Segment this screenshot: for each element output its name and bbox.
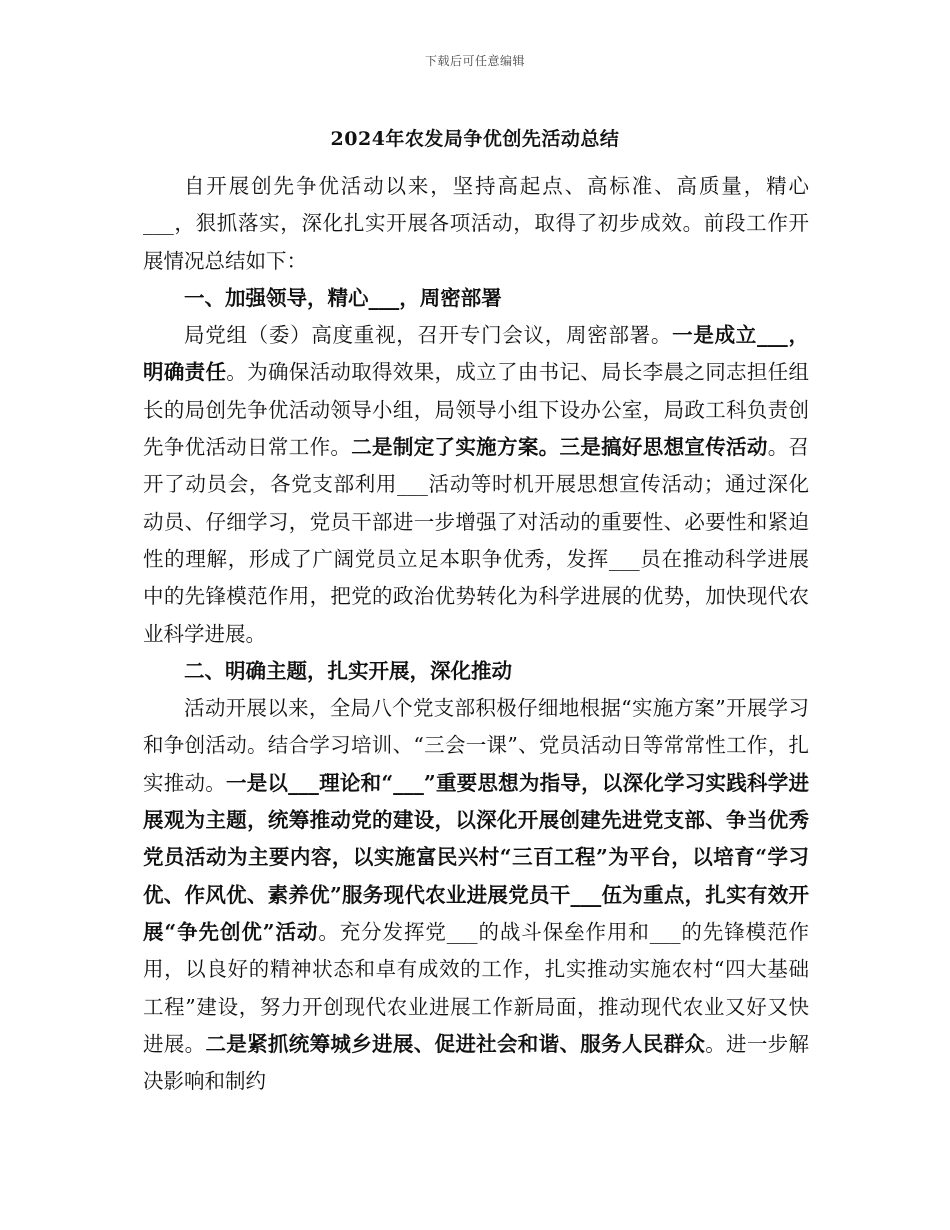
section1-text-2: 。为确保活动取得效果，成立了由书记、局长李晨之同志担任组长的局创先争优活动领导小组，局领导小组下设办公室，局政工科负责创先争优活动日常工作。	[143, 360, 810, 460]
page-header-note: 下载后可任意编辑	[424, 54, 525, 68]
section1-text-3: 。召开了动员会，各党支部利用___活动等时机开展思想宣传活动；通过深化动员、仔细学习，党员干部进一步增强了对活动的重要性、必要性和紧迫性的理解，形成了广阔党员立足本职争优秀，发挥___员在推动科学进展中的先锋模范作用，把党的政治优势转化为科学进展的优势，加快现代农业科学进展。	[143, 435, 810, 646]
section2-text-2: 。充分发挥党___的战斗保垒作用和___的先锋模范作用，以良好的精神状态和卓有成效的工作，扎实推动实施农村“四大基础工程”建设，努力开创现代农业进展工作新局面，推动现代农业又好又快进展。	[143, 919, 809, 1056]
section2-heading: 二、明确主题，扎实开展，深化推动	[184, 658, 512, 683]
section2-text-3: 。进一步解决影响和制约	[143, 1031, 810, 1094]
section1-bold-1: 一是成立___，明确责任	[143, 323, 810, 385]
document-title: 2024年农发局争优创先活动总结	[330, 128, 620, 150]
intro-paragraph: 自开展创先争优活动以来，坚持高起点、高标准、高质量，精心___，狠抓落实，深化扎实开展各项活动，取得了初步成效。前段工作开展情况总结如下：	[143, 174, 809, 273]
document-body	[143, 168, 809, 1100]
section2-paragraph	[143, 690, 809, 1100]
section2-text-1: 活动开展以来，全局八个党支部积极仔细地根据“实施方案”开展学习和争创活动。结合学习培训、“三会一课”、党员活动日等常常性工作，扎实推动。	[143, 696, 809, 795]
section1-paragraph	[143, 317, 809, 653]
section1-heading: 一、加强领导，精心___，周密部署	[184, 285, 502, 310]
section2-bold-1: 一是以___理论和“___”重要思想为指导，以深化学习实践科学进展观为主题，统筹推动党的建设，以深化开展创建先进党支部、争当优秀党员活动为主要内容，以实施富民兴村“三百工程”为平台，以培育“学习优、作风优、素养优”服务现代农业进展党员干___伍为重点，扎实有效开展“争先创优”活动	[143, 770, 809, 944]
section1-text-1: 局党组（委）高度重视，召开专门会议，周密部署。	[184, 323, 673, 348]
section1-bold-2: 二是制定了实施方案。三是搞好思想宣传活动	[351, 435, 768, 460]
section2-bold-2: 二是紧抓统筹城乡进展、促进社会和谐、服务人民群众	[205, 1031, 706, 1056]
